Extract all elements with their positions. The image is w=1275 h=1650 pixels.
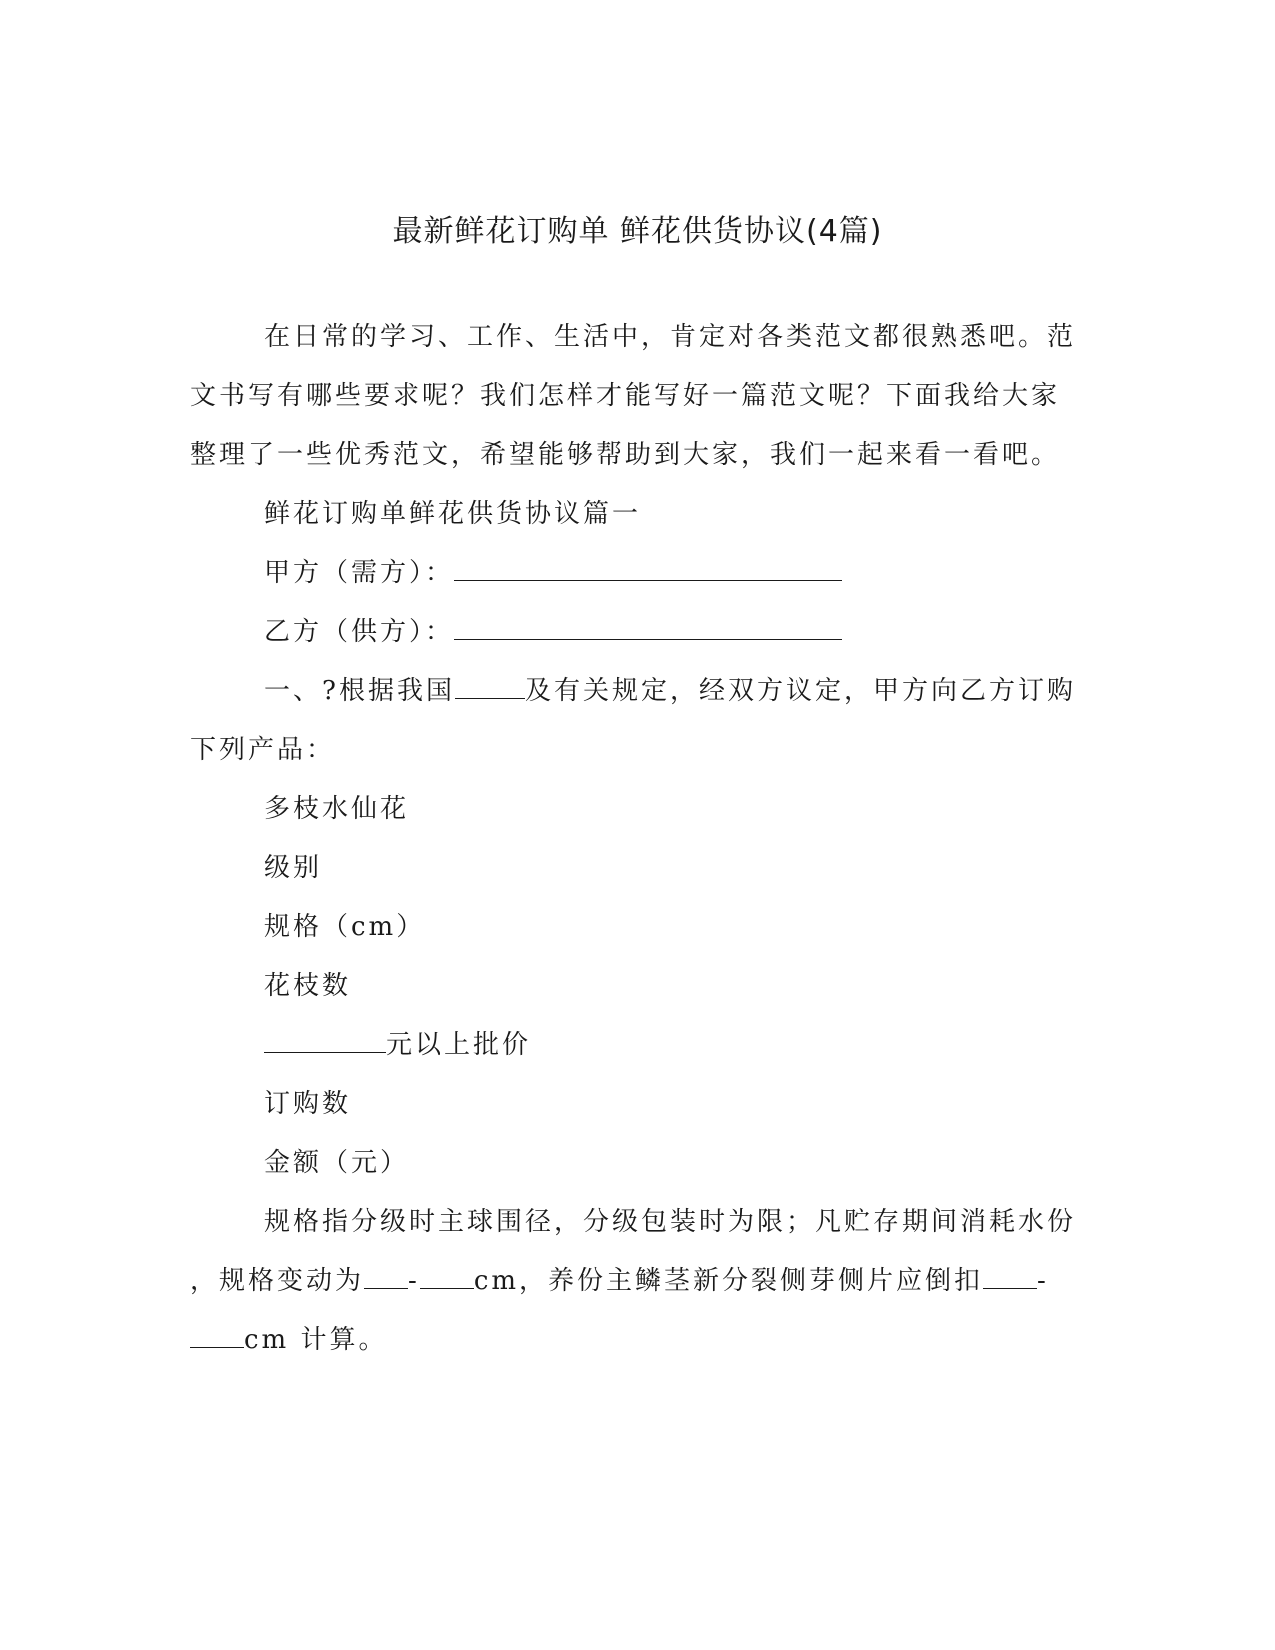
item-amount: 金额（元） (264, 1148, 410, 1178)
deduct-max-blank (190, 1323, 244, 1348)
intro-line-1: 在日常的学习、工作、生活中，肯定对各类范文都很熟悉吧。范 (264, 322, 1077, 352)
item-grade: 级别 (264, 853, 323, 883)
spec-note-line-1: 规格指分级时主球围径，分级包装时为限；凡贮存期间消耗水份 (264, 1207, 1077, 1237)
spec-note-2a: ，规格变动为 (190, 1266, 365, 1296)
item-order-qty: 订购数 (264, 1089, 352, 1119)
section-heading: 鲜花订购单鲜花供货协议篇一 (264, 499, 642, 529)
spec-note-2b: cm，养份主鳞茎新分裂侧芽侧片应倒扣 (473, 1266, 984, 1296)
party-a-label: 甲方（需方）： (264, 558, 455, 588)
spec-note-3: cm 计算。 (244, 1325, 388, 1355)
spec-max-blank (420, 1264, 474, 1289)
spec-note-line-2 (190, 1264, 1085, 1298)
party-b-line (264, 615, 1085, 649)
deduct-min-blank (983, 1264, 1037, 1289)
spec-note-line-3 (190, 1323, 1085, 1357)
item-product: 多枝水仙花 (264, 794, 410, 824)
deduct-dash: - (1037, 1266, 1049, 1296)
clause-1-suffix: 及有关规定，经双方议定，甲方向乙方订购 (524, 676, 1076, 706)
party-a-blank (454, 556, 842, 581)
party-b-label: 乙方（供方）： (264, 617, 455, 647)
spec-dash: - (408, 1266, 420, 1296)
intro-line-3: 整理了一些优秀范文，希望能够帮助到大家，我们一起来看一看吧。 (190, 440, 1061, 470)
spec-min-blank (364, 1264, 408, 1289)
price-blank (264, 1028, 386, 1053)
document-title: 最新鲜花订购单 鲜花供货协议(4篇) (392, 214, 883, 249)
intro-line-2: 文书写有哪些要求呢？我们怎样才能写好一篇范文呢？下面我给大家 (190, 381, 1061, 411)
clause-1-cont: 下列产品： (190, 735, 336, 765)
law-name-blank (455, 674, 525, 699)
party-b-blank (454, 615, 842, 640)
clause-1-line (264, 674, 1085, 708)
item-price-suffix: 元以上批价 (386, 1030, 532, 1060)
item-price-line (264, 1028, 1085, 1062)
item-spec: 规格（cm） (264, 912, 426, 942)
clause-1-prefix: 一、?根据我国 (264, 676, 455, 706)
item-stems: 花枝数 (264, 971, 352, 1001)
party-a-line (264, 556, 1085, 590)
